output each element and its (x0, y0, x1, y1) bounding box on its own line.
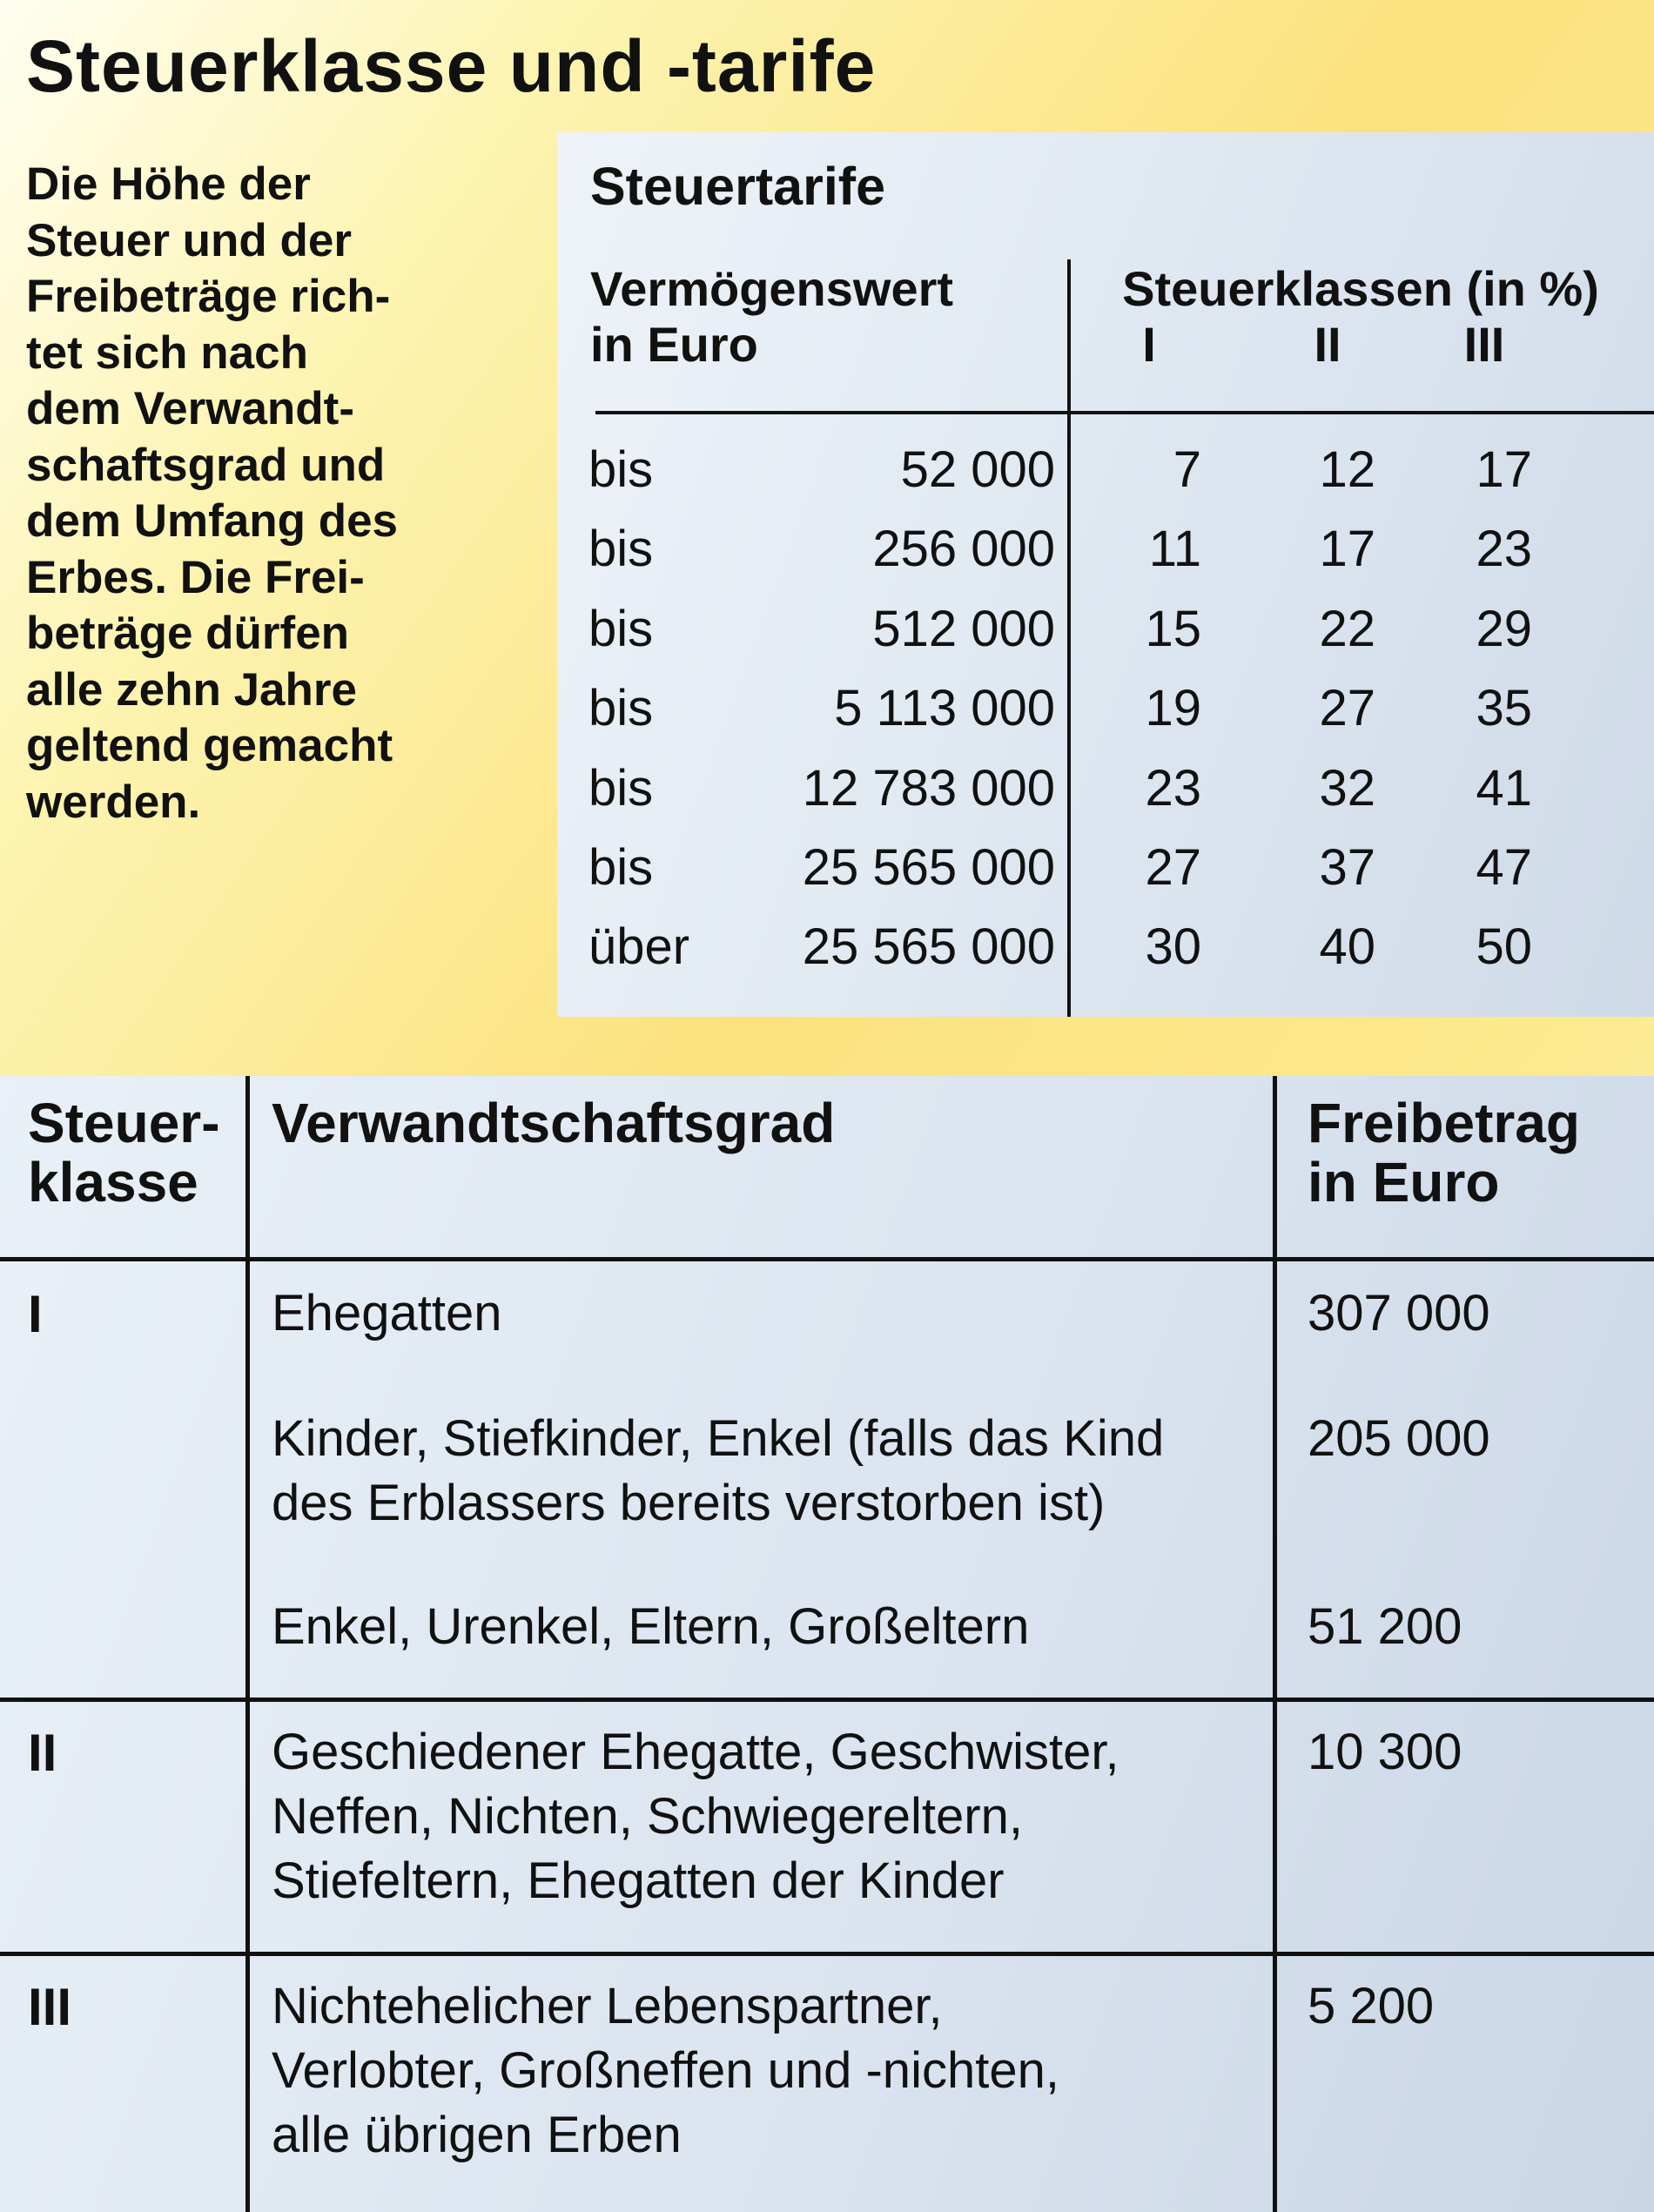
tax-class-label: II (28, 1724, 57, 1782)
rate-class-iii: 47 (1476, 838, 1532, 896)
rate-class-ii: 27 (1319, 680, 1375, 737)
range-prefix: bis (588, 600, 654, 657)
range-amount: 52 000 (900, 441, 1055, 498)
rate-class-i: 15 (1145, 600, 1201, 657)
range-amount: 256 000 (872, 521, 1055, 578)
allowance-amount: 307 000 (1308, 1285, 1490, 1341)
intro-line: Freibeträge rich- (26, 271, 391, 322)
tax-class-header-line: klasse (28, 1151, 198, 1214)
intro-line: geltend gemacht (26, 720, 393, 771)
range-amount: 5 113 000 (834, 680, 1055, 737)
rate-class-ii: 22 (1319, 600, 1375, 657)
rate-class-i: 23 (1145, 759, 1201, 817)
table-row (557, 674, 1654, 753)
relationship-header: Verwandtschaftsgrad (272, 1092, 836, 1154)
row-divider (0, 1698, 1654, 1702)
rate-class-iii: 23 (1476, 521, 1532, 578)
column-divider (245, 1076, 250, 2212)
range-prefix: bis (588, 521, 654, 578)
rate-class-ii: 40 (1319, 918, 1375, 976)
allowance-header (1308, 1093, 1580, 1212)
rate-class-iii: 41 (1476, 759, 1532, 817)
intro-line: Steuer und der (26, 214, 353, 266)
rate-class-i: 11 (1148, 521, 1201, 578)
range-amount: 512 000 (872, 600, 1055, 657)
intro-line: dem Verwandt- (26, 383, 354, 434)
rate-class-i: 19 (1145, 680, 1201, 737)
table-row (557, 912, 1654, 992)
tax-class-header (28, 1093, 220, 1212)
rate-class-ii: 37 (1319, 838, 1375, 896)
rate-class-iii: 17 (1476, 441, 1532, 498)
relationship-cell (272, 1281, 1273, 1346)
table-row (557, 833, 1654, 912)
intro-text (26, 157, 548, 830)
allowance-table (0, 1076, 1654, 2212)
intro-line: tet sich nach (26, 326, 308, 379)
range-prefix: bis (588, 759, 654, 817)
relationship-line: Stiefeltern, Ehegatten der Kinder (272, 1852, 1005, 1909)
rate-class-ii: 32 (1319, 759, 1375, 817)
tax-class-header-line: Steuer- (28, 1092, 220, 1154)
rate-class-ii: 17 (1319, 521, 1375, 578)
range-prefix: bis (588, 680, 654, 737)
relationship-cell (272, 1720, 1273, 1913)
range-prefix: bis (588, 441, 654, 498)
intro-line: Die Höhe der (26, 158, 311, 210)
intro-line: schaftsgrad und (26, 439, 386, 491)
allowance-amount: 10 300 (1308, 1724, 1462, 1780)
relationship-line: des Erblassers bereits verstorben ist) (272, 1475, 1106, 1531)
range-amount: 12 783 000 (802, 759, 1055, 817)
rate-class-ii: 12 (1319, 441, 1375, 498)
tax-rate-title: Steuertarife (590, 157, 886, 216)
tax-classes-header: Steuerklassen (in %) (1122, 261, 1599, 316)
range-prefix: über (588, 918, 690, 976)
relationship-line: Enkel, Urenkel, Eltern, Großeltern (272, 1598, 1030, 1655)
rate-class-iii: 50 (1476, 918, 1532, 976)
asset-value-header (590, 261, 1078, 373)
rate-class-i: 27 (1145, 838, 1201, 896)
relationship-cell (272, 1974, 1273, 2168)
header-divider (595, 411, 1654, 414)
asset-value-header-line: Vermögenswert (590, 261, 954, 316)
page-title: Steuerklasse und -tarife (26, 25, 877, 107)
relationship-line: Neffen, Nichten, Schwiegereltern, (272, 1788, 1023, 1845)
rate-class-iii: 29 (1476, 600, 1532, 657)
relationship-line: alle übrigen Erben (272, 2107, 682, 2163)
relationship-line: Nichtehelicher Lebenspartner, (272, 1978, 943, 2034)
header-divider (0, 1257, 1654, 1261)
allowance-amount: 51 200 (1308, 1598, 1462, 1655)
table-row (557, 435, 1654, 514)
range-prefix: bis (588, 838, 654, 896)
relationship-line: Ehegatten (272, 1285, 502, 1341)
rate-class-i: 7 (1173, 441, 1201, 498)
relationship-line: Verlobter, Großneffen und -nichten, (272, 2042, 1059, 2099)
class-i-header: I (1142, 317, 1156, 372)
class-iii-header: III (1463, 317, 1505, 372)
class-ii-header: II (1314, 317, 1341, 372)
asset-value-header-line: in Euro (590, 317, 758, 372)
rate-class-i: 30 (1145, 918, 1201, 976)
intro-line: beträge dürfen (26, 608, 350, 659)
tax-class-label: III (28, 1978, 72, 2036)
tax-class-label: I (28, 1285, 43, 1343)
allowance-header-line: Freibetrag (1308, 1092, 1580, 1154)
tax-rate-table (557, 132, 1654, 1017)
allowance-header-line: in Euro (1308, 1151, 1500, 1214)
relationship-cell (272, 1595, 1273, 1659)
relationship-line: Kinder, Stiefkinder, Enkel (falls das Kind (272, 1410, 1165, 1467)
intro-line: Erbes. Die Frei- (26, 551, 365, 603)
tax-rate-rows (557, 435, 1654, 992)
allowance-amount: 5 200 (1308, 1978, 1435, 2034)
relationship-line: Geschiedener Ehegatte, Geschwister, (272, 1724, 1119, 1780)
rate-class-iii: 35 (1476, 680, 1532, 737)
table-row (557, 595, 1654, 674)
range-amount: 25 565 000 (802, 918, 1055, 976)
table-row (557, 754, 1654, 833)
intro-line: alle zehn Jahre (26, 663, 358, 716)
allowance-amount: 205 000 (1308, 1410, 1490, 1467)
intro-line: dem Umfang des (26, 495, 399, 547)
relationship-cell (272, 1407, 1273, 1536)
table-row (557, 514, 1654, 594)
intro-line: werden. (26, 776, 201, 828)
column-divider (1273, 1076, 1277, 2212)
range-amount: 25 565 000 (802, 838, 1055, 896)
row-divider (0, 1952, 1654, 1956)
